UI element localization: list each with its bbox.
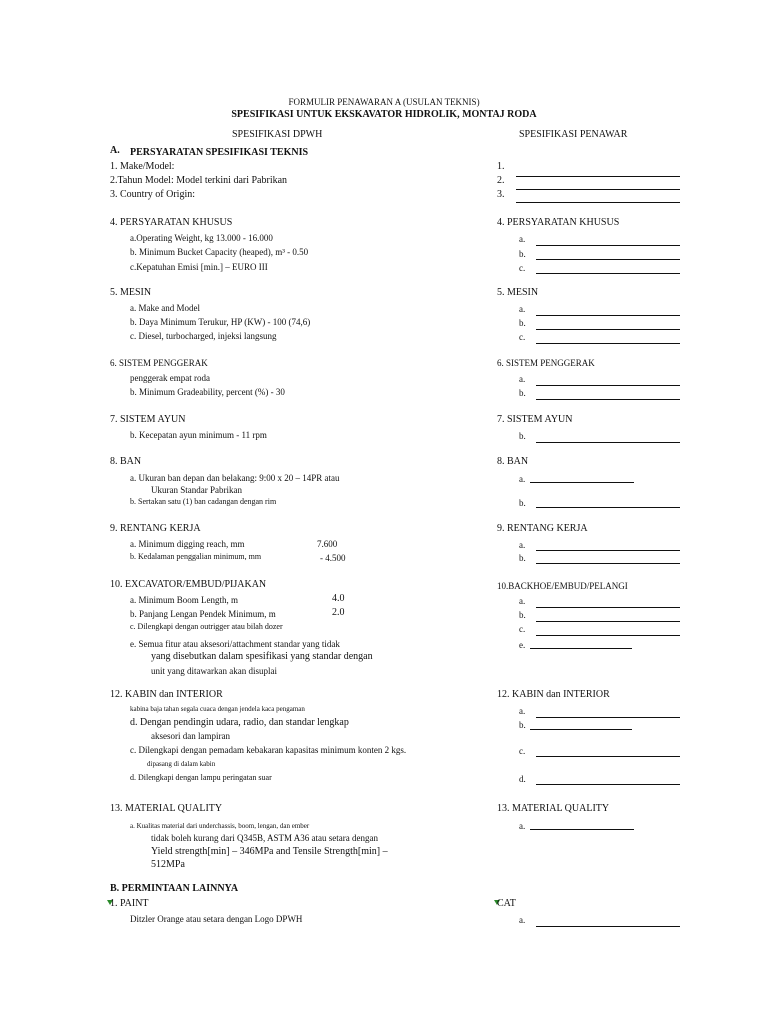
item-12c-cont: dipasang di dalam kabin <box>147 760 216 768</box>
answer-line-10c[interactable] <box>536 635 680 636</box>
answer-label-13a: a. <box>519 821 526 831</box>
answer-line-8b[interactable] <box>536 507 680 508</box>
form-title: FORMULIR PENAWARAN A (USULAN TEKNIS) <box>288 97 480 107</box>
answer-line-2[interactable] <box>516 189 680 190</box>
answer-line-10a[interactable] <box>536 607 680 608</box>
answer-line-4b[interactable] <box>536 259 680 260</box>
answer-line-5c[interactable] <box>536 343 680 344</box>
answer-line-5b[interactable] <box>536 329 680 330</box>
answer-line-7b[interactable] <box>536 442 680 443</box>
answer-line-1[interactable] <box>516 176 680 177</box>
answer-label-5c: c. <box>519 332 526 342</box>
answer-label-5b: b. <box>519 318 526 328</box>
answer-section-7-title: 7. SISTEM AYUN <box>497 414 573 425</box>
answer-paint-title: CAT <box>497 898 516 909</box>
answer-label-8b: b. <box>519 498 526 508</box>
section-b-title: B. PERMINTAAN LAINNYA <box>110 883 239 894</box>
item-13a-cont-2: Yield strength[min] – 346MPa and Tensile Strength[min] – <box>151 846 388 857</box>
item-8b: b. Sertakan satu (1) ban cadangan dengan rim <box>130 497 277 506</box>
item-4b: b. Minimum Bucket Capacity (heaped), m³ - 0.50 <box>130 247 309 257</box>
item-4a: a.Operating Weight, kg 13.000 - 16.000 <box>130 233 273 243</box>
section-a-letter: A. <box>110 145 120 156</box>
item-9b: b. Kedalaman penggalian minimum, mm <box>130 552 262 561</box>
spec-title: SPESIFIKASI UNTUK EKSKAVATOR HIDROLIK, MONTAJ RODA <box>231 109 537 120</box>
answer-line-6a[interactable] <box>536 385 680 386</box>
answer-line-6b[interactable] <box>536 399 680 400</box>
answer-label-5a: a. <box>519 304 526 314</box>
item-9a-value: 7.600 <box>317 539 338 549</box>
item-12d: d. Dengan pendingin udara, radio, dan standar lengkap <box>130 717 349 728</box>
item-9a: a. Minimum digging reach, mm <box>130 539 245 549</box>
answer-line-3[interactable] <box>516 202 680 203</box>
item-13a-cont-3: 512MPa <box>151 859 185 870</box>
answer-line-4a[interactable] <box>536 245 680 246</box>
item-10e: e. Semua fitur atau aksesori/attachment standar yang tidak <box>130 639 340 649</box>
section-7-title: 7. SISTEM AYUN <box>110 414 186 425</box>
answer-line-8a[interactable] <box>530 482 634 483</box>
section-a-title: PERSYARATAN SPESIFIKASI TEKNIS <box>130 147 309 158</box>
answer-label-4a: a. <box>519 234 526 244</box>
answer-label-6a: a. <box>519 374 526 384</box>
answer-label-10b: b. <box>519 610 526 620</box>
answer-line-12d[interactable] <box>536 784 680 785</box>
answer-section-12-title: 12. KABIN dan INTERIOR <box>497 689 610 700</box>
item-8a: a. Ukuran ban depan dan belakang: 9:00 x 20 – 14PR atau <box>130 473 340 483</box>
item-10e-cont-1: yang disebutkan dalam spesifikasi yang standar dengan <box>151 651 373 662</box>
answer-label-10e: e. <box>519 640 526 650</box>
item-5a: a. Make and Model <box>130 303 200 313</box>
answer-section-13-title: 13. MATERIAL QUALITY <box>497 803 610 814</box>
section-4-title: 4. PERSYARATAN KHUSUS <box>110 217 233 228</box>
item-10a-value: 4.0 <box>332 593 345 604</box>
answer-label-12d: d. <box>519 774 526 784</box>
answer-line-4c[interactable] <box>536 273 680 274</box>
answer-label-12b: b. <box>519 720 526 730</box>
answer-section-10-title: 10.BACKHOE/EMBUD/PELANGI <box>497 581 628 591</box>
column-header-dpwh: SPESIFIKASI DPWH <box>232 129 323 140</box>
answer-section-9-title: 9. RENTANG KERJA <box>497 523 588 534</box>
item-12dd: d. Dilengkapi dengan lampu peringatan suar <box>130 773 272 782</box>
section-5-title: 5. MESIN <box>110 287 152 298</box>
section-9-title: 9. RENTANG KERJA <box>110 523 201 534</box>
section-12-title: 12. KABIN dan INTERIOR <box>110 689 223 700</box>
answer-line-12b[interactable] <box>530 729 632 730</box>
answer-label-3: 3. <box>497 189 505 200</box>
answer-section-6-title: 6. SISTEM PENGGERAK <box>497 358 595 368</box>
answer-label-1: 1. <box>497 161 505 172</box>
item-6b: b. Minimum Gradeability, percent (%) - 30 <box>130 387 285 397</box>
answer-label-6b: b. <box>519 388 526 398</box>
item-tahun-model: 2.Tahun Model: Model terkini dari Pabrikan <box>110 175 288 186</box>
answer-label-10c: c. <box>519 624 526 634</box>
section-10-title: 10. EXCAVATOR/EMBUD/PIJAKAN <box>110 579 267 590</box>
answer-label-12a: a. <box>519 706 526 716</box>
item-12a: kabina baja tahan segala cuaca dengan jendela kaca pengaman <box>130 705 305 713</box>
item-12c: c. Dilengkapi dengan pemadam kebakaran kapasitas minimum konten 2 kgs. <box>130 745 407 755</box>
item-paint: 1. PAINT <box>110 898 149 909</box>
item-13a-cont-1: tidak boleh kurang dari Q345B, ASTM A36 atau setara dengan <box>151 833 378 843</box>
item-10b-value: 2.0 <box>332 607 345 618</box>
item-4c: c.Kepatuhan Emisi [min.] – EURO III <box>130 262 268 272</box>
section-6-title: 6. SISTEM PENGGERAK <box>110 358 208 368</box>
answer-label-9a: a. <box>519 540 526 550</box>
item-10b: b. Panjang Lengan Pendek Minimum, m <box>130 609 276 619</box>
section-8-title: 8. BAN <box>110 456 142 467</box>
answer-line-9a[interactable] <box>536 550 680 551</box>
answer-section-8-title: 8. BAN <box>497 456 529 467</box>
item-13a: a. Kualitas material dari underchassis, boom, lengan, dan ember <box>130 822 310 830</box>
answer-label-4b: b. <box>519 249 526 259</box>
item-9b-value: - 4.500 <box>320 553 346 563</box>
answer-label-paint-a: a. <box>519 915 526 925</box>
answer-label-12c: c. <box>519 746 526 756</box>
item-8a-cont: Ukuran Standar Pabrikan <box>151 485 242 495</box>
item-10a: a. Minimum Boom Length, m <box>130 595 238 605</box>
answer-label-10a: a. <box>519 596 526 606</box>
answer-label-8a: a. <box>519 474 526 484</box>
answer-line-12c[interactable] <box>536 756 680 757</box>
item-5c: c. Diesel, turbocharged, injeksi langsung <box>130 331 277 341</box>
item-paint-desc: Ditzler Orange atau setara dengan Logo DPWH <box>130 914 303 924</box>
item-5b: b. Daya Minimum Terukur, HP (KW) - 100 (74,6) <box>130 317 311 327</box>
answer-label-2: 2. <box>497 175 505 186</box>
item-country-origin: 3. Country of Origin: <box>110 189 195 200</box>
item-6a: penggerak empat roda <box>130 373 210 383</box>
answer-section-5-title: 5. MESIN <box>497 287 539 298</box>
column-header-penawar: SPESIFIKASI PENAWAR <box>519 129 628 140</box>
answer-line-9b[interactable] <box>536 563 680 564</box>
item-10c: c. Dilengkapi dengan outrigger atau bilah dozer <box>130 622 283 631</box>
answer-line-paint-a[interactable] <box>536 926 680 927</box>
item-12d-cont: aksesori dan lampiran <box>151 731 230 741</box>
answer-label-7b: b. <box>519 431 526 441</box>
answer-label-9b: b. <box>519 553 526 563</box>
answer-line-13a[interactable] <box>530 829 634 830</box>
answer-line-5a[interactable] <box>536 315 680 316</box>
answer-line-10e[interactable] <box>530 648 632 649</box>
item-10e-cont-2: unit yang ditawarkan akan disuplai <box>151 666 277 676</box>
answer-label-4c: c. <box>519 263 526 273</box>
answer-section-4-title: 4. PERSYARATAN KHUSUS <box>497 217 620 228</box>
answer-line-12a[interactable] <box>536 717 680 718</box>
item-make-model: 1. Make/Model: <box>110 161 175 172</box>
section-13-title: 13. MATERIAL QUALITY <box>110 803 223 814</box>
answer-line-10b[interactable] <box>536 621 680 622</box>
item-7b: b. Kecepatan ayun minimum - 11 rpm <box>130 430 267 440</box>
